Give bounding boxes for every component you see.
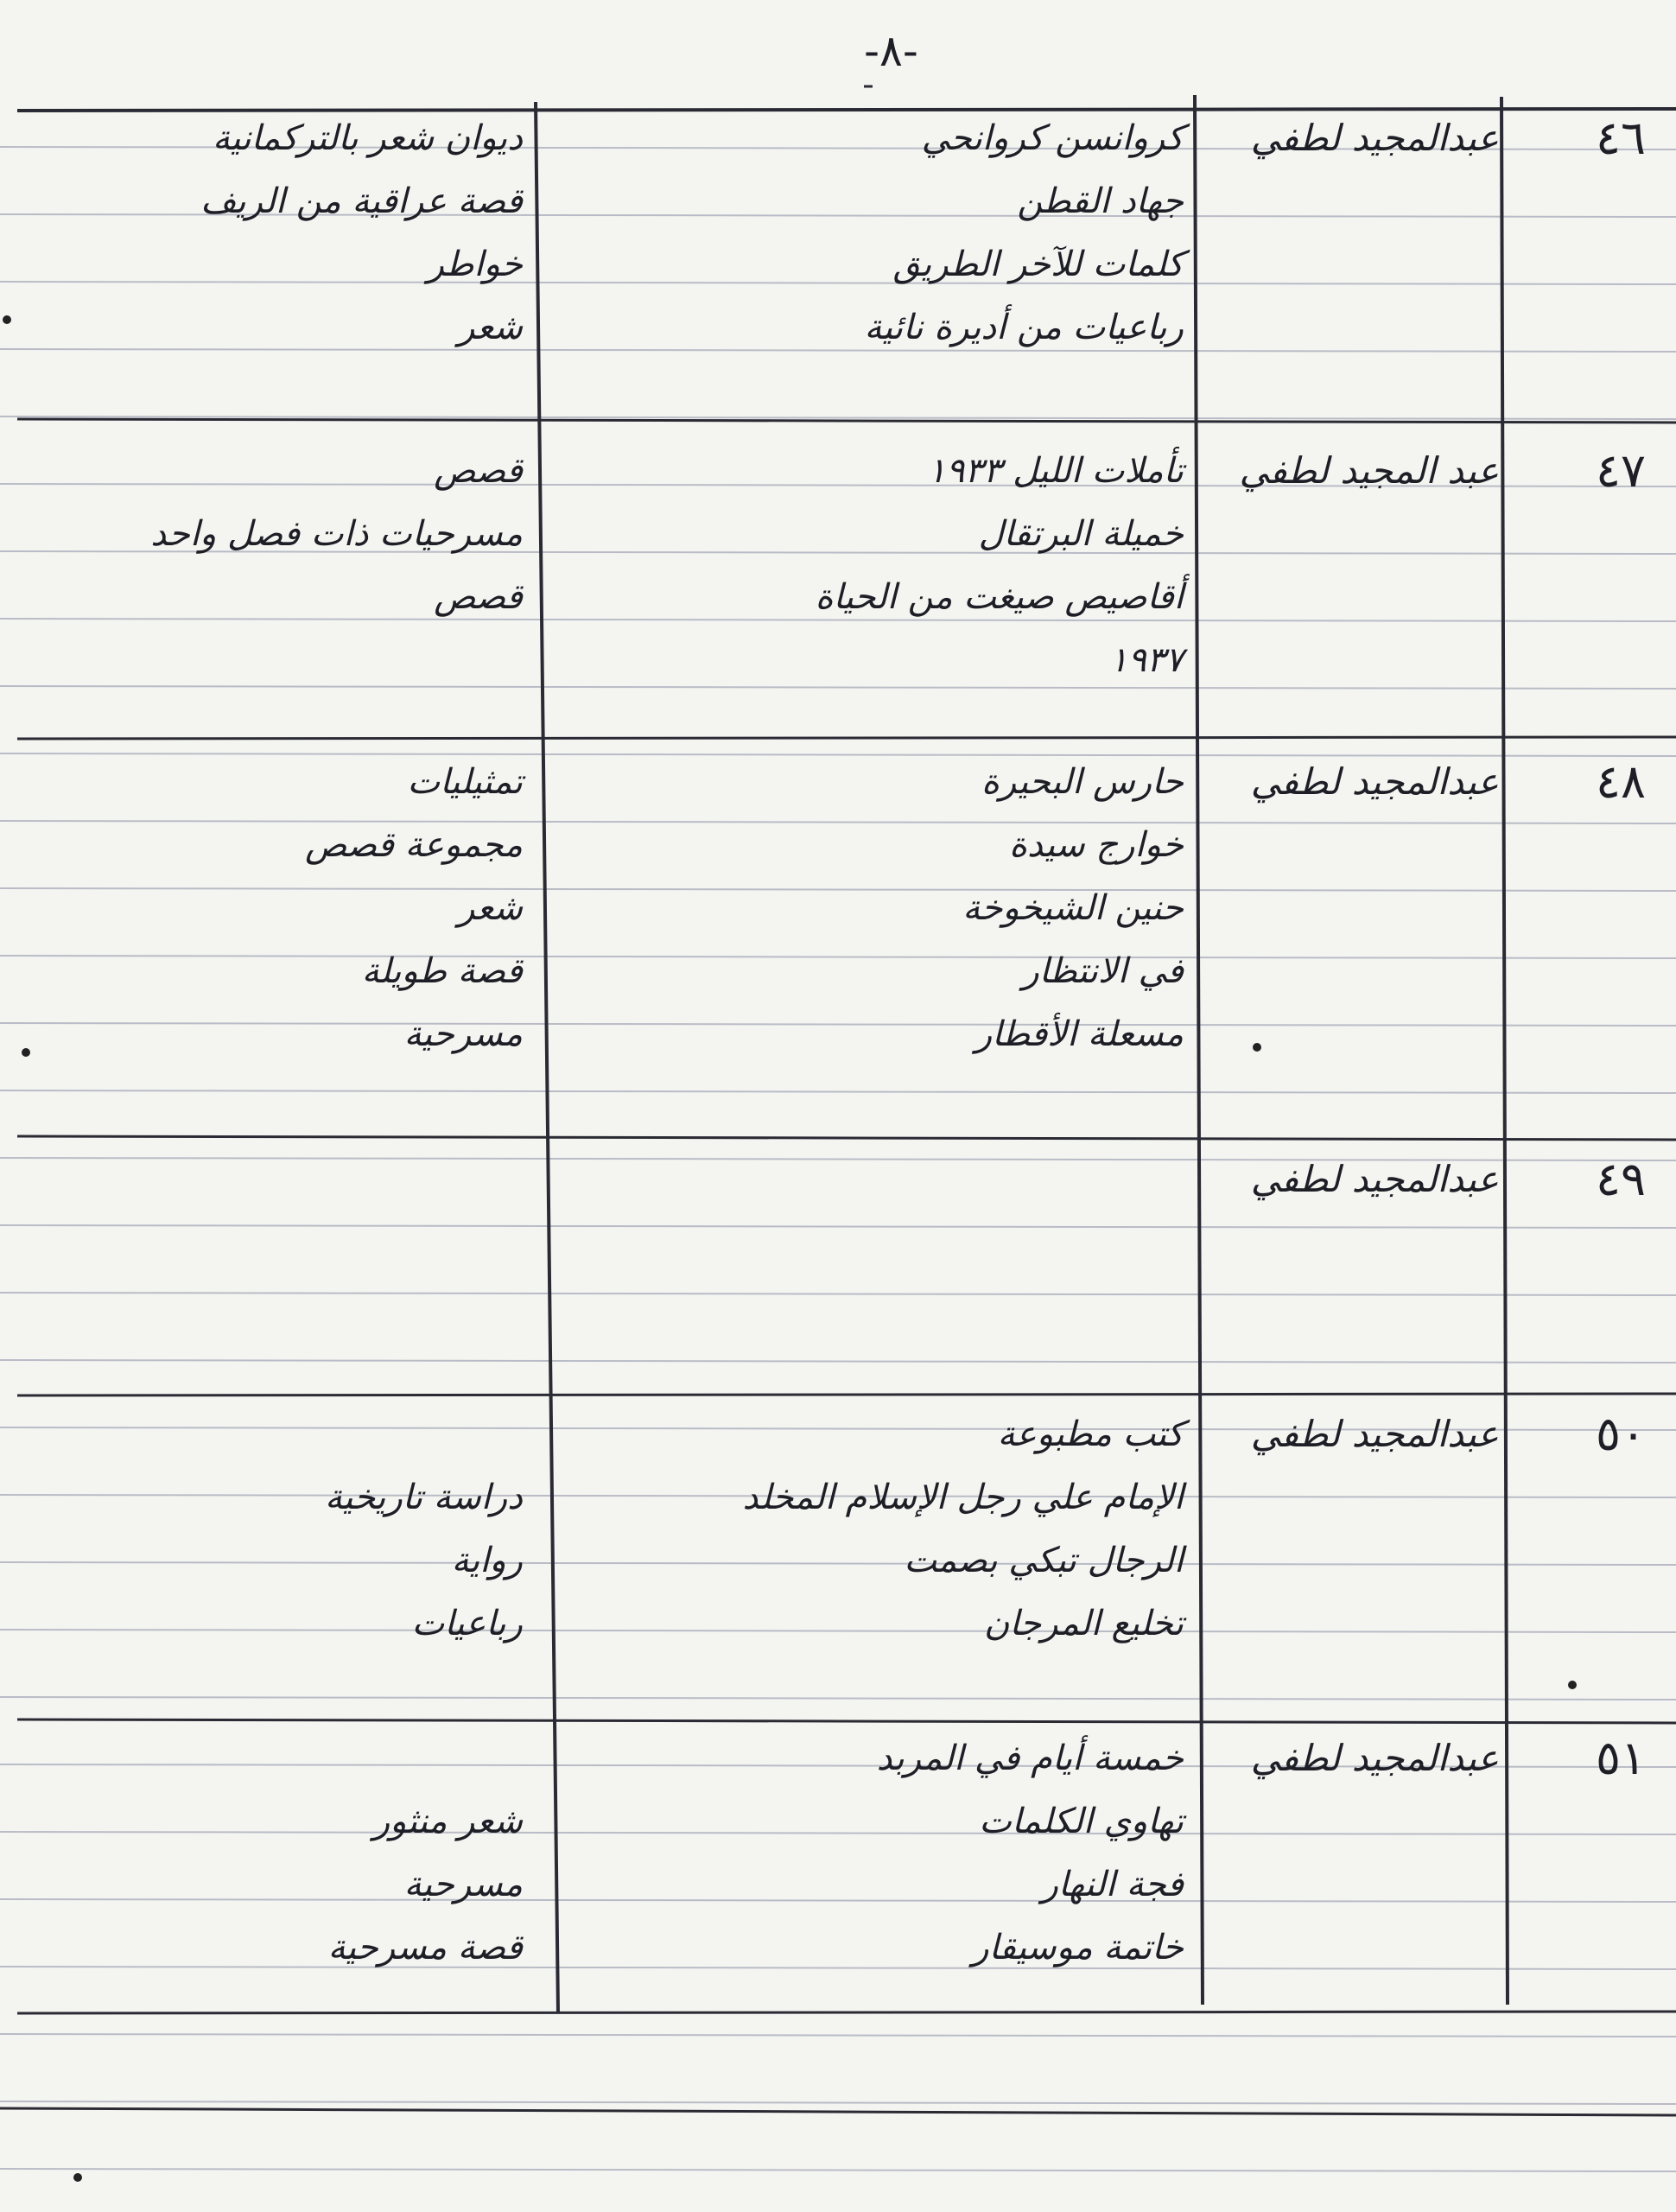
ruled-line xyxy=(0,1562,1676,1565)
ruled-line xyxy=(0,753,1676,756)
ruled-line xyxy=(0,2101,1676,2104)
ruled-line xyxy=(0,2034,1676,2037)
ruled-line xyxy=(0,619,1676,621)
entry-title: جهاد القطن xyxy=(1017,181,1184,221)
entry-genre: قصص xyxy=(434,451,523,491)
ruled-line xyxy=(0,2169,1676,2171)
ruled-line xyxy=(0,1293,1676,1295)
entry-title: الإمام علي رجل الإسلام المخلد xyxy=(742,1478,1184,1517)
entry-genre: مسرحية xyxy=(403,1865,523,1904)
row-separator xyxy=(17,1394,1676,1395)
entry-genre: شعر منثور xyxy=(372,1802,523,1841)
entry-genre: تمثيليات xyxy=(407,762,523,802)
entry-number: ٤٦ xyxy=(1595,111,1646,165)
entry-genre: شعر xyxy=(458,308,523,347)
ruled-line xyxy=(0,1360,1676,1363)
entry-author: عبدالمجيد لطفي xyxy=(1250,1413,1499,1455)
row-separators xyxy=(0,109,1676,2115)
entry-number: ٥١ xyxy=(1595,1731,1646,1785)
row-separator xyxy=(17,1719,1676,1723)
entry-genre: مسرحيات ذات فصل واحد xyxy=(150,514,523,554)
page-number: -٨- xyxy=(864,26,918,76)
row-separator xyxy=(17,737,1676,739)
column-line-author-number xyxy=(1501,97,1508,2005)
entry-title: فجة النهار xyxy=(1041,1865,1184,1904)
ruled-line xyxy=(0,282,1676,284)
entry-title: الرجال تبكي بصمت xyxy=(904,1541,1184,1580)
entry-genre: شعر xyxy=(458,888,523,928)
entry-title: كروانسن كروانحي xyxy=(921,118,1184,158)
entry-author: عبدالمجيد لطفي xyxy=(1250,1158,1499,1200)
entry-title: خاتمة موسيقار xyxy=(972,1928,1184,1967)
ruled-line xyxy=(0,956,1676,958)
ruled-line xyxy=(0,1023,1676,1026)
row-separator xyxy=(17,2012,1676,2013)
entry-number: ٤٨ xyxy=(1595,754,1646,809)
entry-genre: مجموعة قصص xyxy=(305,825,523,865)
entry-title: رباعيات من أديرة نائية xyxy=(864,308,1184,347)
entry-genre: قصة طويلة xyxy=(361,951,523,991)
ruled-line xyxy=(0,686,1676,689)
entry-genre: ديوان شعر بالتركمانية xyxy=(212,118,523,158)
ink-speck xyxy=(73,2173,82,2182)
entry-genre: رباعيات xyxy=(411,1604,523,1643)
entry-title: تخليع المرجان xyxy=(983,1604,1184,1643)
entry-number: ٥٠ xyxy=(1595,1407,1646,1461)
ruled-line xyxy=(0,1697,1676,1700)
entry-title: خوارج سيدة xyxy=(1009,825,1184,865)
ink-speck xyxy=(1253,1043,1261,1052)
entry-title: خمسة أيام في المربد xyxy=(876,1738,1184,1778)
entry-author: عبدالمجيد لطفي xyxy=(1250,760,1499,803)
entry-genre: مسرحية xyxy=(403,1014,523,1054)
entry-title: تهاوي الكلمات xyxy=(979,1802,1184,1841)
entry-title: تأملات الليل ١٩٣٣ xyxy=(927,451,1184,491)
entry-title: ١٩٣٧ xyxy=(1109,640,1184,680)
entry-genre: قصة مسرحية xyxy=(327,1928,523,1967)
entry-number: ٤٩ xyxy=(1595,1152,1646,1206)
entry-title: مسعلة الأقطار xyxy=(974,1014,1184,1054)
row-separator xyxy=(17,419,1676,423)
ruled-line xyxy=(0,1090,1676,1093)
row-separator xyxy=(0,2108,1676,2115)
ruled-line xyxy=(0,821,1676,823)
entry-author: عبد المجيد لطفي xyxy=(1239,449,1499,492)
ink-speck xyxy=(22,1048,30,1057)
row-separator xyxy=(17,1136,1676,1140)
entry-title: حنين الشيخوخة xyxy=(962,888,1184,928)
column-line-title-author xyxy=(1195,95,1203,2005)
entry-title: حارس البحيرة xyxy=(981,762,1184,802)
row-separator xyxy=(17,109,1676,111)
ruled-line xyxy=(0,349,1676,352)
column-line-genre-title xyxy=(536,102,558,2013)
ruled-line xyxy=(0,1967,1676,1969)
ruled-line xyxy=(0,1832,1676,1834)
ink-speck xyxy=(1568,1681,1577,1689)
ruled-line xyxy=(0,1899,1676,1902)
entry-title: خميلة البرتقال xyxy=(978,514,1184,554)
entry-title: في الانتظار xyxy=(1022,951,1184,991)
entry-genre: قصة عراقية من الريف xyxy=(200,181,523,221)
entry-author: عبدالمجيد لطفي xyxy=(1250,1737,1499,1779)
ink-speck xyxy=(3,315,11,324)
entry-title: كلمات للآخر الطريق xyxy=(892,245,1184,284)
ruled-line xyxy=(0,1630,1676,1632)
entry-genre: قصص xyxy=(434,577,523,617)
entry-title: أقاصيص صيغت من الحياة xyxy=(815,577,1184,617)
entry-genre: رواية xyxy=(451,1541,523,1580)
ruled-line xyxy=(0,1225,1676,1228)
entry-title: كتب مطبوعة xyxy=(997,1414,1184,1454)
ruled-line xyxy=(0,888,1676,891)
entry-number: ٤٧ xyxy=(1595,443,1646,498)
entry-genre: دراسة تاريخية xyxy=(324,1478,523,1517)
entry-author: عبدالمجيد لطفي xyxy=(1250,117,1499,159)
entry-genre: خواطر xyxy=(427,245,523,284)
